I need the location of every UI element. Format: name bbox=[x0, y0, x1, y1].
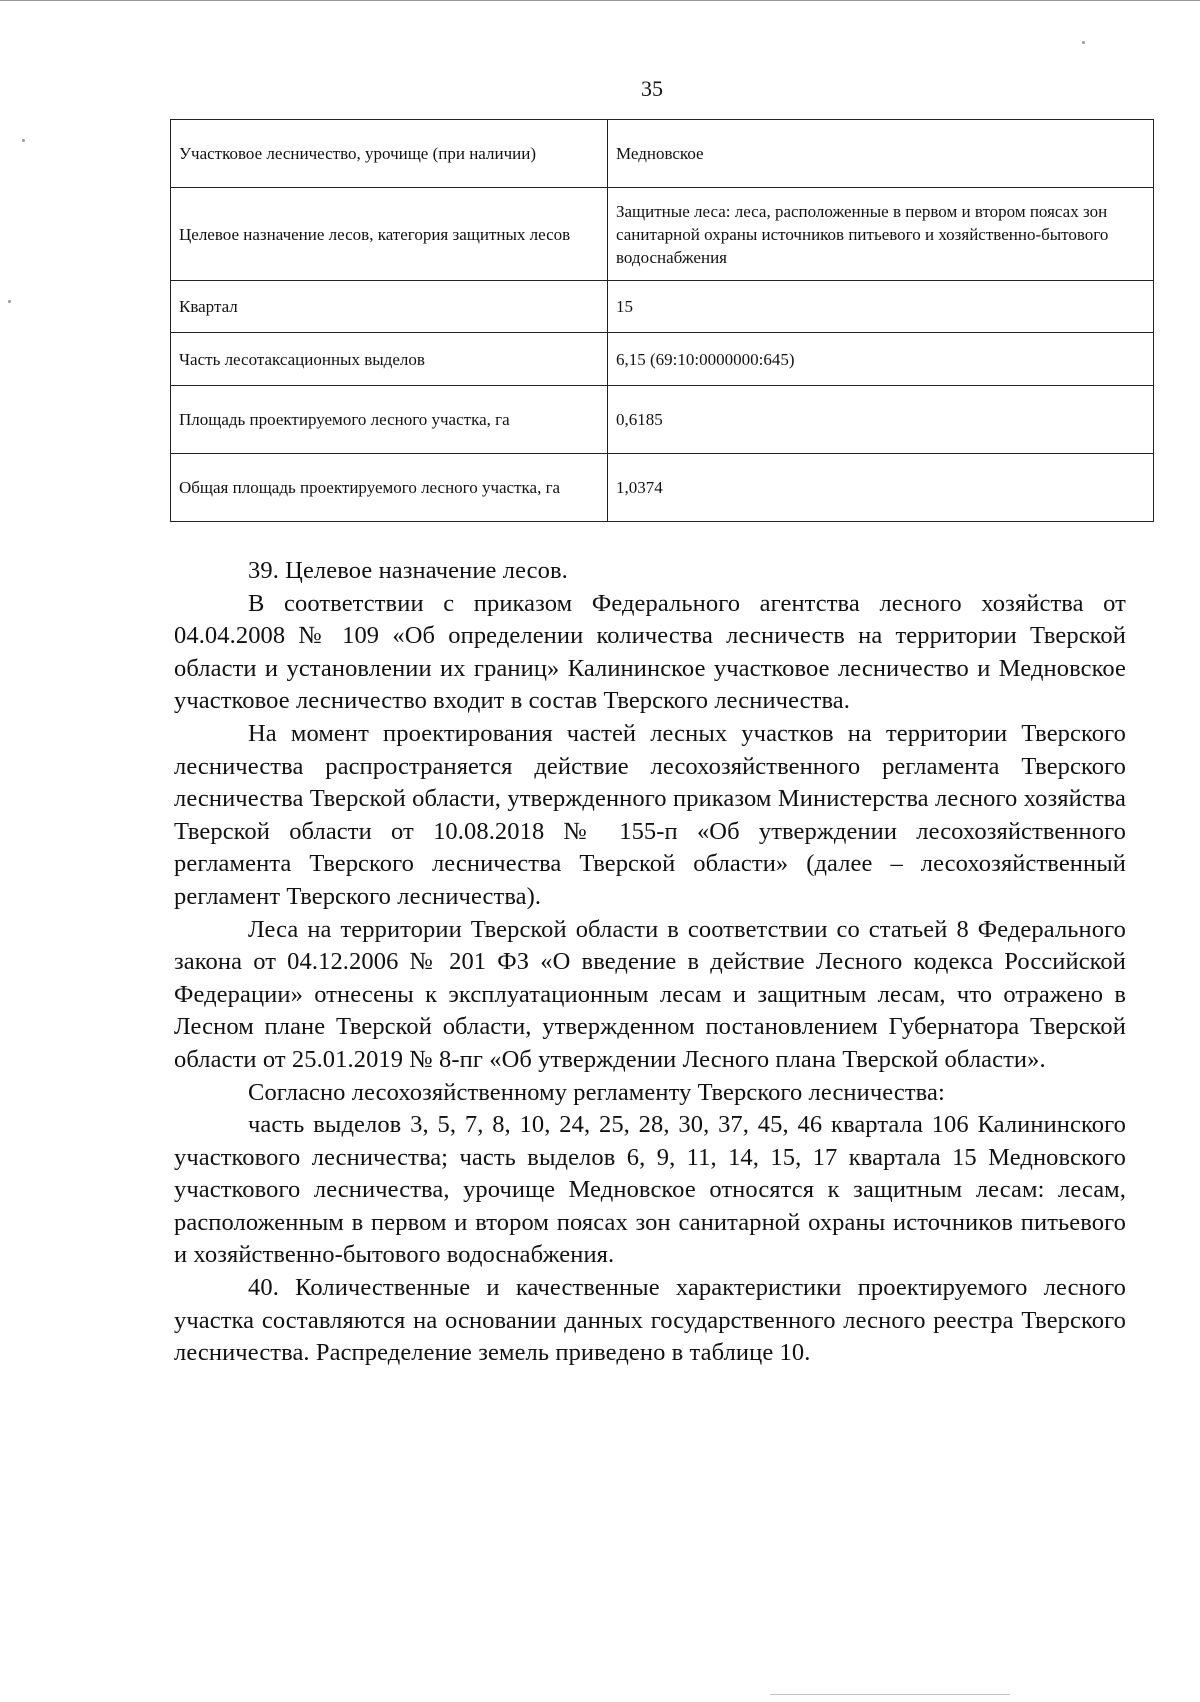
table-row bbox=[171, 333, 1154, 386]
body-paragraph: часть выделов 3, 5, 7, 8, 10, 24, 25, 28, 30, 37, 45, 46 квартала 106 Калининского участкового лесничества; часть выделов 6, 9, 11, 14, 15, 17 квартала 15 Медновского участкового лесничества, урочище Медновское относятся к защитным лесам: лесам, расположенным в первом и втором поясах зон санитарной охраны источников питьевого и хозяйственно-бытового водоснабжения. bbox=[174, 1111, 1126, 1269]
table-cell-value: 1,0374 bbox=[608, 454, 1154, 522]
table-row bbox=[171, 188, 1154, 281]
table-cell-label: Квартал bbox=[171, 281, 608, 333]
page-number: 35 bbox=[641, 76, 663, 101]
scan-bottom-edge-line bbox=[770, 1694, 1010, 1695]
scan-dust-mark bbox=[1082, 41, 1085, 44]
table-row bbox=[171, 120, 1154, 188]
body-paragraph: В соответствии с приказом Федерального агентства лесного хозяйства от 04.04.2008 № 109 «Об определении количества лесничеств на территории Тверской области и установлении их границ» Калининское участковое лесничество и Медновское участковое лесничество входит в состав Тверского лесничества. bbox=[174, 589, 1126, 715]
body-paragraph: На момент проектирования частей лесных участков на территории Тверского лесничества распространяется действие лесохозяйственного регламента Тверского лесничества Тверской области, утвержденного приказом Министерства лесного хозяйства Тверской области от 10.08.2018 № 155-п «Об утверждении лесохозяйственного регламента Тверского лесничества Тверской области» (далее – лесохозяйственный регламент Тверского лесничества). bbox=[174, 719, 1126, 910]
table-cell-value: Защитные леса: леса, расположенные в первом и втором поясах зон санитарной охраны источников питьевого и хозяйственно-бытового водоснабжения bbox=[608, 188, 1154, 281]
table-cell-value: 6,15 (69:10:0000000:645) bbox=[608, 333, 1154, 386]
table-cell-value: 15 bbox=[608, 281, 1154, 333]
scan-dust-mark bbox=[22, 139, 25, 142]
table-cell-label: Участковое лесничество, урочище (при наличии) bbox=[171, 120, 608, 188]
body-paragraph: Согласно лесохозяйственному регламенту Тверского лесничества: bbox=[248, 1078, 945, 1106]
table-row bbox=[171, 281, 1154, 333]
table-cell-label: Общая площадь проектируемого лесного участка, га bbox=[171, 454, 608, 522]
table-row bbox=[171, 386, 1154, 454]
scan-dust-mark bbox=[8, 300, 11, 303]
scan-top-edge-line bbox=[0, 0, 1200, 1]
table-cell-value: Медновское bbox=[608, 120, 1154, 188]
table-cell-label: Целевое назначение лесов, категория защитных лесов bbox=[171, 188, 608, 281]
table-cell-label: Площадь проектируемого лесного участка, га bbox=[171, 386, 608, 454]
section-heading-39: 39. Целевое назначение лесов. bbox=[248, 557, 568, 584]
body-paragraph: Леса на территории Тверской области в соответствии со статьей 8 Федерального закона от 04.12.2006 № 201 ФЗ «О введение в действие Лесного кодекса Российской Федерации» отнесены к эксплуатационным лесам и защитным лесам, что отражено в Лесном плане Тверской области, утвержденном постановлением Губернатора Тверской области от 25.01.2019 № 8-пг «Об утверждении Лесного плана Тверской области». bbox=[174, 915, 1126, 1073]
forest-plot-info-table bbox=[170, 119, 1154, 522]
section-paragraph-40: 40. Количественные и качественные характеристики проектируемого лесного участка составляются на основании данных государственного лесного реестра Тверского лесничества. Распределение земель приведено в таблице 10. bbox=[174, 1274, 1126, 1367]
table-row bbox=[171, 454, 1154, 522]
document-body bbox=[174, 555, 1126, 1370]
table-cell-value: 0,6185 bbox=[608, 386, 1154, 454]
table-cell-label: Часть лесотаксационных выделов bbox=[171, 333, 608, 386]
